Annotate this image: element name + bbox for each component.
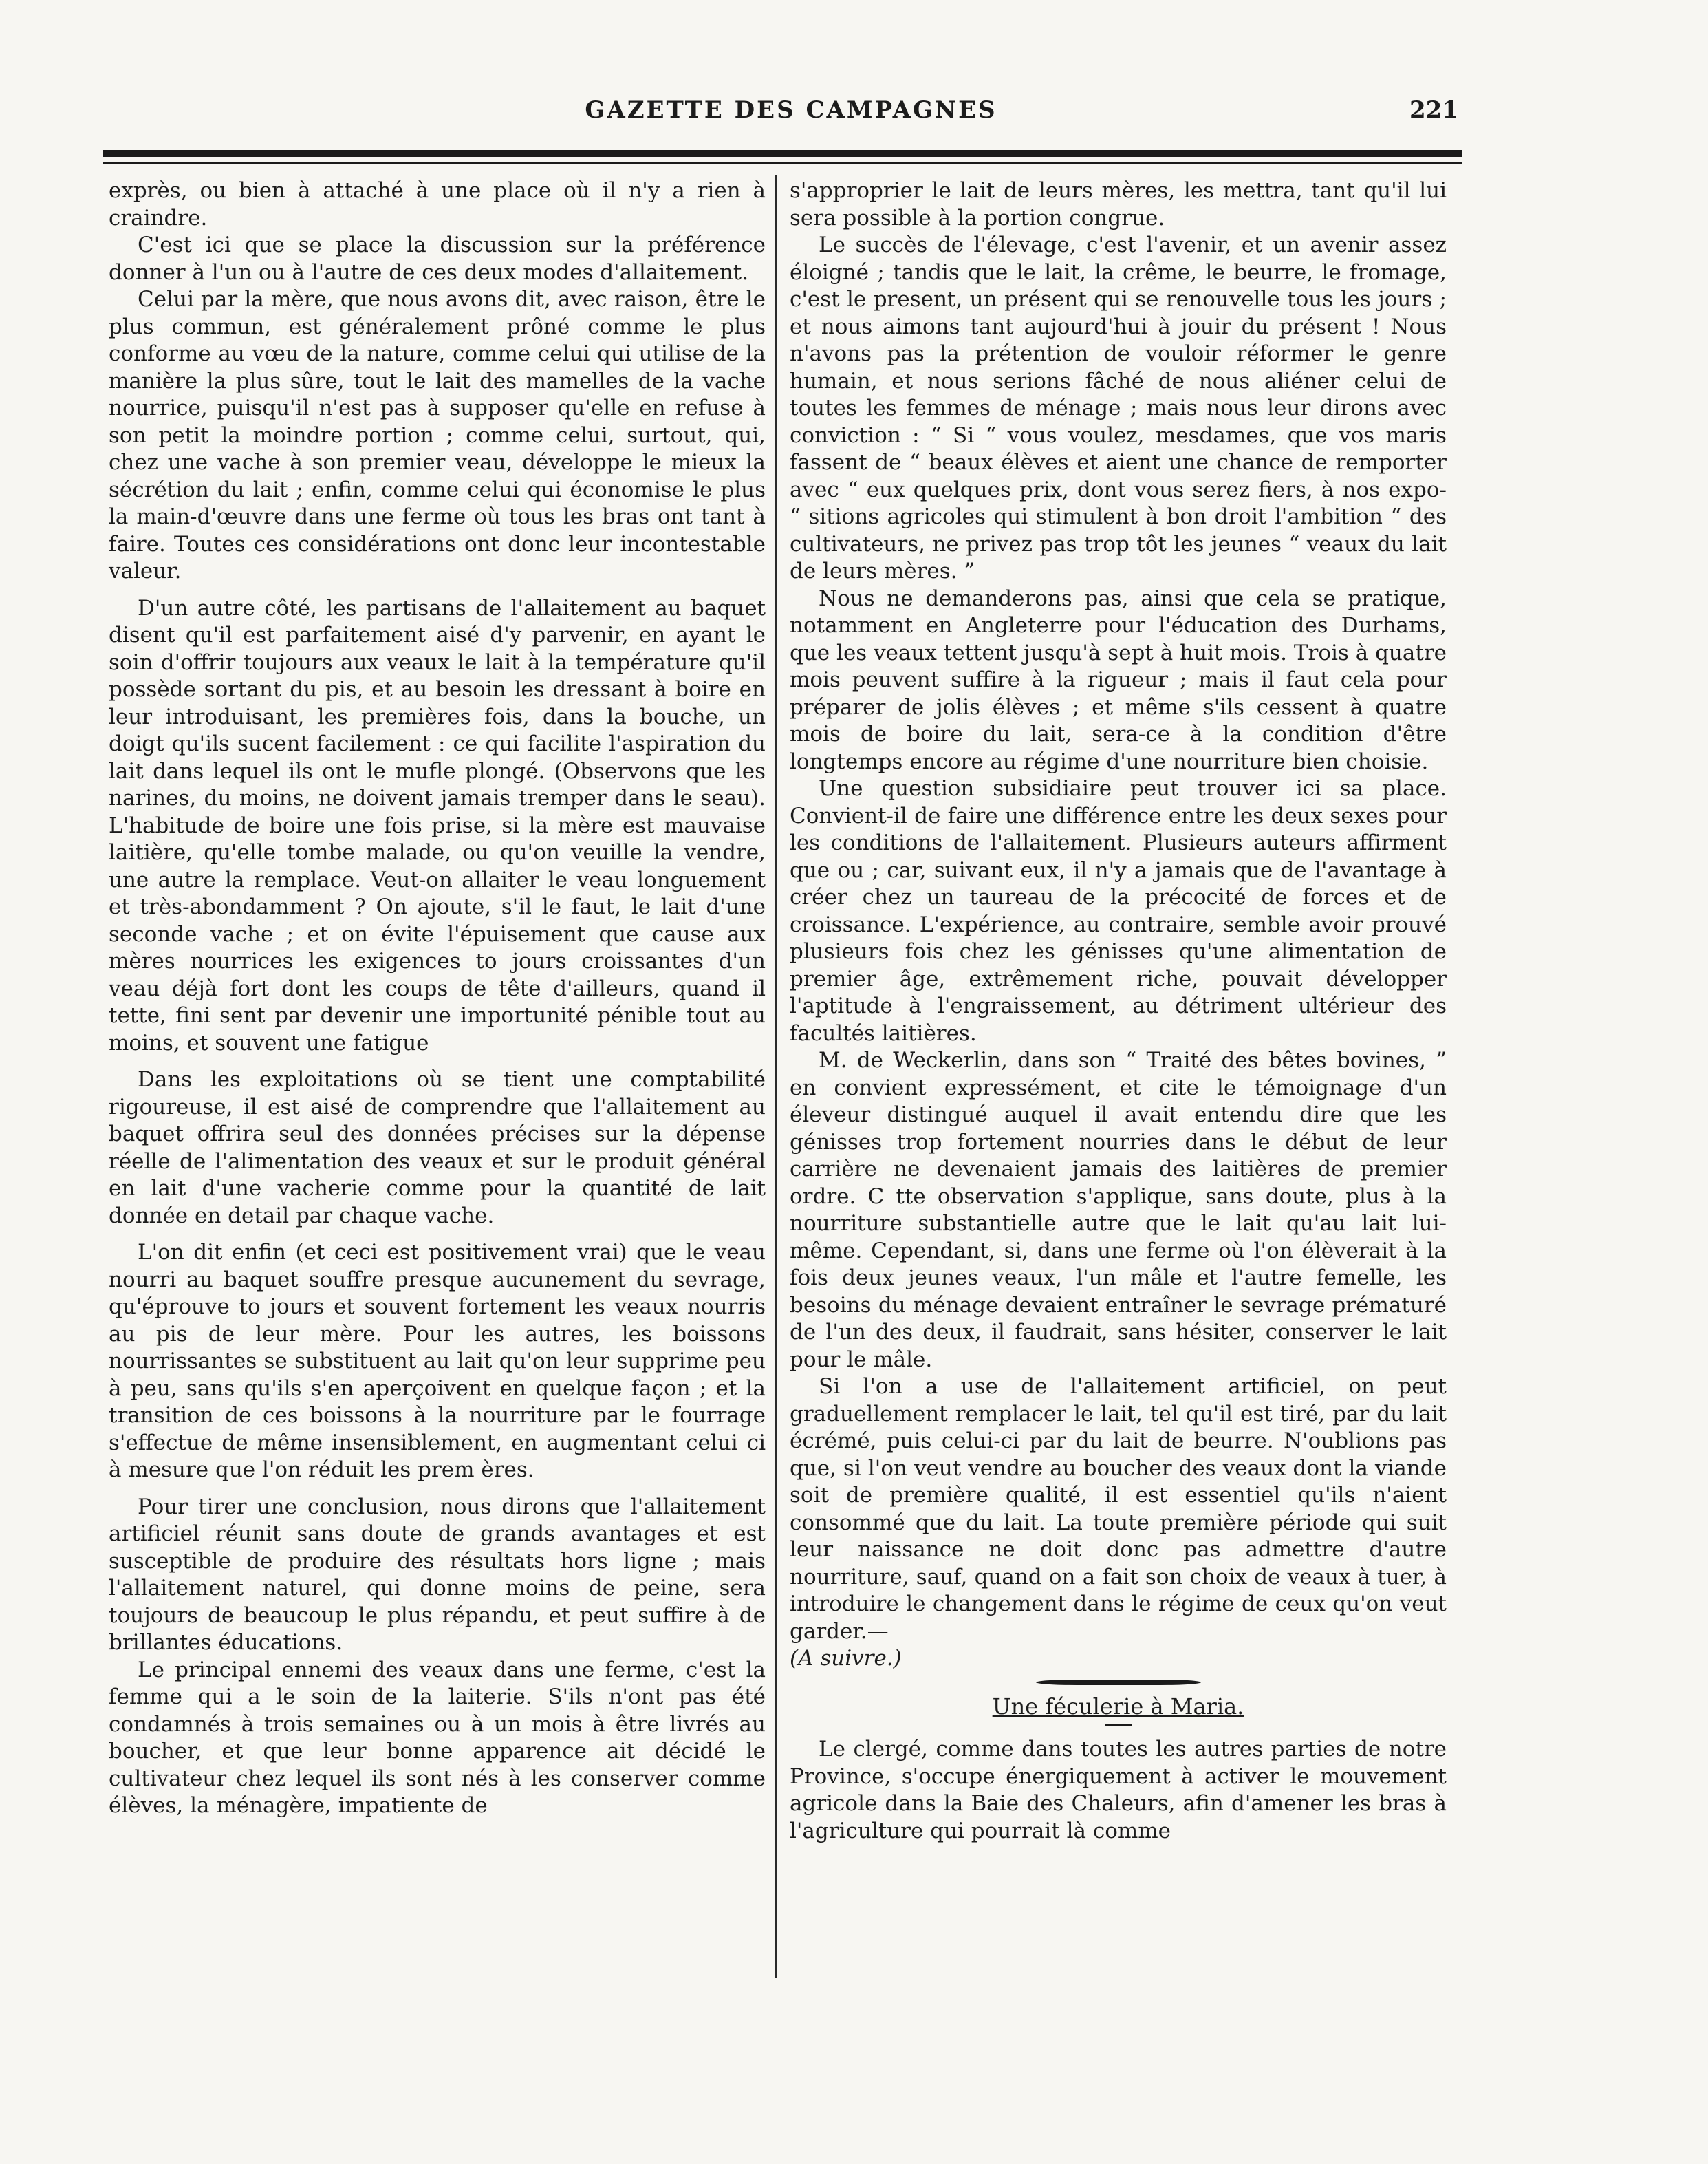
paragraph: exprès, ou bien à attaché à une place où il n'y a rien à craindre. [109,178,766,231]
page-number: 221 [1409,96,1458,124]
paragraph: Pour tirer une conclusion, nous dirons que l'allaitement artificiel réunit sans doute de grands avantages et est susceptible de produire des résultats hors ligne ; mais l'allaitement naturel, qui donne moins de peine, sera toujours de beaucoup le plus répandu, et peut suffire à de brillantes éducations. [109,1494,766,1655]
paragraph: Le principal ennemi des veaux dans une ferme, c'est la femme qui a le soin de la laiterie. S'ils n'ont pas été condamnés à trois semaines ou à un mois à être livrés au boucher, et que leur bonne apparence ait décidé le cultivateur chez lequel ils sont nés à les conserver comme élèves, la ménagère, impatiente de [109,1657,766,1818]
paragraph: C'est ici que se place la discussion sur la préférence donner à l'un ou à l'autre de ces deux modes d'allaitement. [109,233,766,285]
paragraph: Nous ne demanderons pas, ainsi que cela se pratique, notamment en Angleterre pour l'éducation des Durhams, que les veaux tettent jusqu'à sept à huit mois. Trois à quatre mois peuvent suffire à la rigueur ; mais il faut cela pour préparer de jolis élèves ; et même s'ils cessent à quatre mois de boire du lait, sera-ce à la condition d'être longtemps encore au régime d'une nourriture bien choisie. [790,586,1447,774]
title-dash [1105,1724,1132,1726]
left-column [109,178,766,1820]
paragraph: Le clergé, comme dans toutes les autres parties de notre Province, s'occupe énergiquement à activer le mouvement agricole dans la Baie des Chaleurs, afin d'amener les bras à l'agriculture qui pourrait là comme [790,1737,1447,1843]
paragraph: Une question subsidiaire peut trouver ici sa place. Convient-il de faire une différence entre les deux sexes pour les conditions de l'allaitement. Plusieurs auteurs affirment que ou ; car, suivant eux, il n'y a jamais que de l'avantage à créer chez un taureau de la précocité de forces et de croissance. L'expérience, au contraire, semble avoir prouvé plusieurs fois chez les génisses qu'une alimentation de premier âge, extrêmement riche, pouvait développer l'aptitude à l'engraissement, au détriment ultérieur des facultés laitières. [790,776,1447,1046]
section-divider-ornament [1036,1680,1201,1685]
to-be-continued: (A suivre.) [790,1646,902,1671]
page-header-title: GAZETTE DES CAMPAGNES [585,96,997,124]
paragraph: Dans les exploitations où se tient une comptabilité rigoureuse, il est aisé de comprendre que l'allaitement au baquet offrira seul des données précises sur la dépense réelle de l'alimentation des veaux et sur le produit général en lait d'une vacherie comme pour la quantité de lait donnée en detail par chaque vache. [109,1067,766,1228]
paragraph: L'on dit enfin (et ceci est positivement vrai) que le veau nourri au baquet souffre presque aucunement du sevrage, qu'éprouve to jours et souvent fortement les veaux nourris au pis de leur mère. Pour les autres, les boissons nourrissantes se substituent au lait qu'on leur supprime peu à peu, sans qu'ils s'en aperçoivent en quelque façon ; et la transition de ces boissons à la nourriture par le fourrage s'effectue de même insensiblement, en augmentant celui ci à mesure que l'on réduit les prem ères. [109,1240,766,1482]
paragraph: M. de Weckerlin, dans son “ Traité des bêtes bovines, ” en convient expressément, et cite le témoignage d'un éleveur distingué auquel il avait entendu dire que les génisses trop fortement nourries dans le début de leur carrière ne devenaient jamais des laitières de premier ordre. C tte observation s'applique, sans doute, plus à la nourriture substantielle autre que le lait qu'au lait lui-même. Cependant, si, dans une ferme où l'on élèverait à la fois deux jeunes veaux, l'un mâle et l'autre femelle, les besoins du ménage devaient entraîner le sevrage prématuré de l'un des deux, il faudrait, sans hésiter, conserver le lait pour le mâle. [790,1048,1447,1372]
header-rule-thin [103,162,1462,164]
paragraph: Si l'on a use de l'allaitement artificiel, on peut graduellement remplacer le lait, tel qu'il est tiré, par du lait écrémé, puis celui-ci par du lait de beurre. N'oublions pas que, si l'on veut vendre au boucher des veaux dont la viande soit de première qualité, il est essentiel qu'ils n'aient consommé que du lait. La toute première période qui suit leur naissance ne doit donc pas admettre d'autre nourriture, sauf, quand on a fait son choix de veaux à tuer, à introduire le changement dans le régime de ceux qu'on veut garder.— [790,1374,1447,1644]
column-divider [775,175,777,1978]
paragraph: D'un autre côté, les partisans de l'allaitement au baquet disent qu'il est parfaitement aisé d'y parvenir, en ayant le soin d'offrir toujours aux veaux le lait à la température qu'il possède sortant du pis, et au besoin les dressant à boire en leur introduisant, les premières fois, dans la bouche, un doigt qu'ils sucent facilement : ce qui facilite l'aspiration du lait dans lequel ils ont le mufle plongé. (Observons que les narines, du moins, ne doivent jamais tremper dans le seau). L'habitude de boire une fois prise, si la mère est mauvaise laitière, qu'elle tombe malade, ou qu'on veuille la vendre, une autre la remplace. Veut-on allaiter le veau longuement et très-abondamment ? On ajoute, s'il le faut, le lait d'une seconde vache ; et on évite l'épuisement que cause aux mères nourrices les exigences to jours croissantes d'un veau déjà fort dont les coups de tête d'ailleurs, quand il tette, fini sent par devenir une importunité pénible tout au moins, et souvent une fatigue [109,595,766,1056]
paragraph: s'approprier le lait de leurs mères, les mettra, tant qu'il lui sera possible à la portion congrue. [790,178,1447,231]
paragraph: Celui par la mère, que nous avons dit, avec raison, être le plus commun, est généralement prôné comme le plus conforme au vœu de la nature, comme celui qui utilise de la manière la plus sûre, tout le lait des mamelles de la vache nourrice, puisqu'il n'est pas à supposer qu'elle en refuse à son petit la moindre portion ; comme celui, surtout, qui, chez une vache à son premier veau, développe le mieux la sécrétion du lait ; enfin, comme celui qui économise le plus la main-d'œuvre dans une ferme où tous les bras ont tant à faire. Toutes ces considérations ont donc leur incontestable valeur. [109,287,766,583]
paragraph: Le succès de l'élevage, c'est l'avenir, et un avenir assez éloigné ; tandis que le lait, la crême, le beurre, le fromage, c'est le present, un présent qui se renouvelle tous les jours ; et nous aimons tant aujourd'hui à jouir du présent ! Nous n'avons pas la prétention de vouloir réformer le genre humain, et nous serions fâché de nous aliéner celui de toutes les femmes de ménage ; mais nous leur dirons avec conviction : “ Si “ vous voulez, mesdames, que vos maris fassent de “ beaux élèves et aient une chance de remporter avec “ eux quelques prix, dont vous serez fiers, à nos expo- “ sitions agricoles qui stimulent à bon droit l'ambition “ des cultivateurs, ne privez pas trop tôt les jeunes “ veaux du lait de leurs mères. ” [790,233,1447,583]
article-title: Une féculerie à Maria. [992,1693,1244,1720]
header-rule-thick [103,150,1462,157]
right-column [790,178,1447,1845]
